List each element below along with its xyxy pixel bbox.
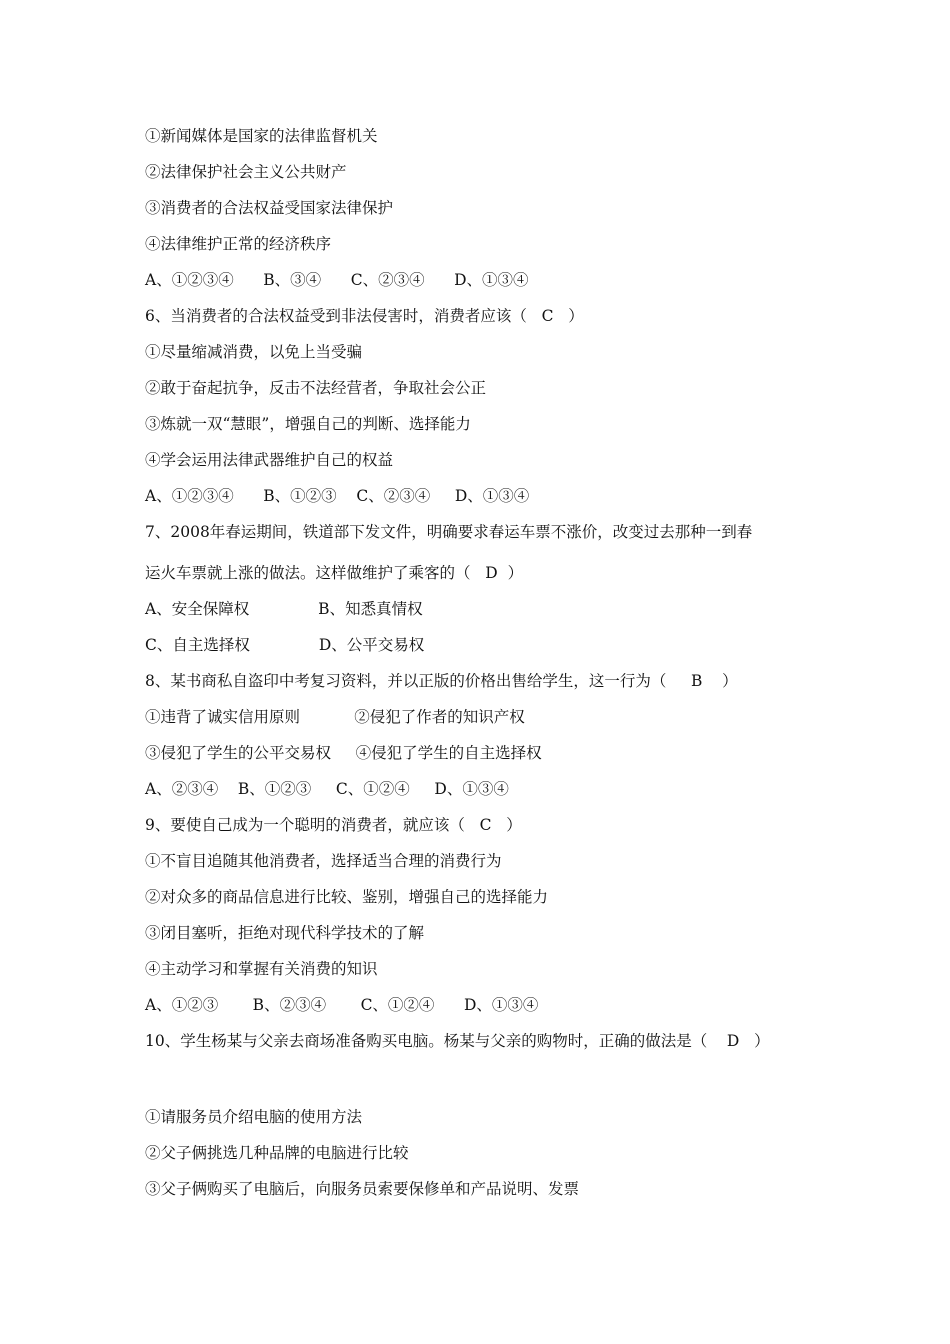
text-line: ③消费者的合法权益受国家法律保护: [145, 199, 394, 217]
text-line: ②对众多的商品信息进行比较、鉴别，增强自己的选择能力: [145, 888, 549, 906]
text-line: ④主动学习和掌握有关消费的知识: [145, 960, 378, 978]
text-line: C、自主选择权 D、公平交易权: [145, 636, 425, 654]
question-8: 8、某书商私自盗印中考复习资料，并以正版的价格出售给学生，这一行为（ B ）: [145, 672, 738, 690]
text-line: ③炼就一双“慧眼”，增强自己的判断、选择能力: [145, 415, 471, 433]
question-10: 10、学生杨某与父亲去商场准备购买电脑。杨某与父亲的购物时，正确的做法是（ D ）: [145, 1032, 770, 1050]
answer-options: A、①②③④ B、①②③ C、②③④ D、①③④: [145, 487, 530, 505]
question-7-continued: 运火车票就上涨的做法。这样做维护了乘客的（ D ）: [145, 564, 524, 582]
text-line: A、安全保障权 B、知悉真情权: [145, 600, 423, 618]
question-6: 6、当消费者的合法权益受到非法侵害时，消费者应该（ C ）: [145, 307, 584, 325]
question-9: 9、要使自己成为一个聪明的消费者，就应该（ C ）: [145, 816, 522, 834]
text-line: ①新闻媒体是国家的法律监督机关: [145, 127, 378, 145]
answer-options: A、①②③ B、②③④ C、①②④ D、①③④: [145, 996, 539, 1014]
text-line: ①尽量缩减消费，以免上当受骗: [145, 343, 363, 361]
text-line: ③闭目塞听，拒绝对现代科学技术的了解: [145, 924, 425, 942]
answer-options: A、②③④ B、①②③ C、①②④ D、①③④: [145, 780, 509, 798]
text-line: ④学会运用法律武器维护自己的权益: [145, 451, 394, 469]
text-line: ①违背了诚实信用原则 ②侵犯了作者的知识产权: [145, 708, 525, 726]
text-line: ①请服务员介绍电脑的使用方法: [145, 1108, 363, 1126]
text-line: ②父子俩挑选几种品牌的电脑进行比较: [145, 1144, 409, 1162]
text-line: ②法律保护社会主义公共财产: [145, 163, 347, 181]
text-line: ③父子俩购买了电脑后，向服务员索要保修单和产品说明、发票: [145, 1180, 580, 1198]
text-line: ①不盲目追随其他消费者，选择适当合理的消费行为: [145, 852, 502, 870]
question-7: 7、2008年春运期间，铁道部下发文件，明确要求春运车票不涨价，改变过去那种一到春: [145, 523, 753, 541]
text-line: ②敢于奋起抗争，反击不法经营者，争取社会公正: [145, 379, 487, 397]
text-line: ④法律维护正常的经济秩序: [145, 235, 332, 253]
answer-options: A、①②③④ B、③④ C、②③④ D、①③④: [145, 271, 529, 289]
text-line: ③侵犯了学生的公平交易权 ④侵犯了学生的自主选择权: [145, 744, 542, 762]
